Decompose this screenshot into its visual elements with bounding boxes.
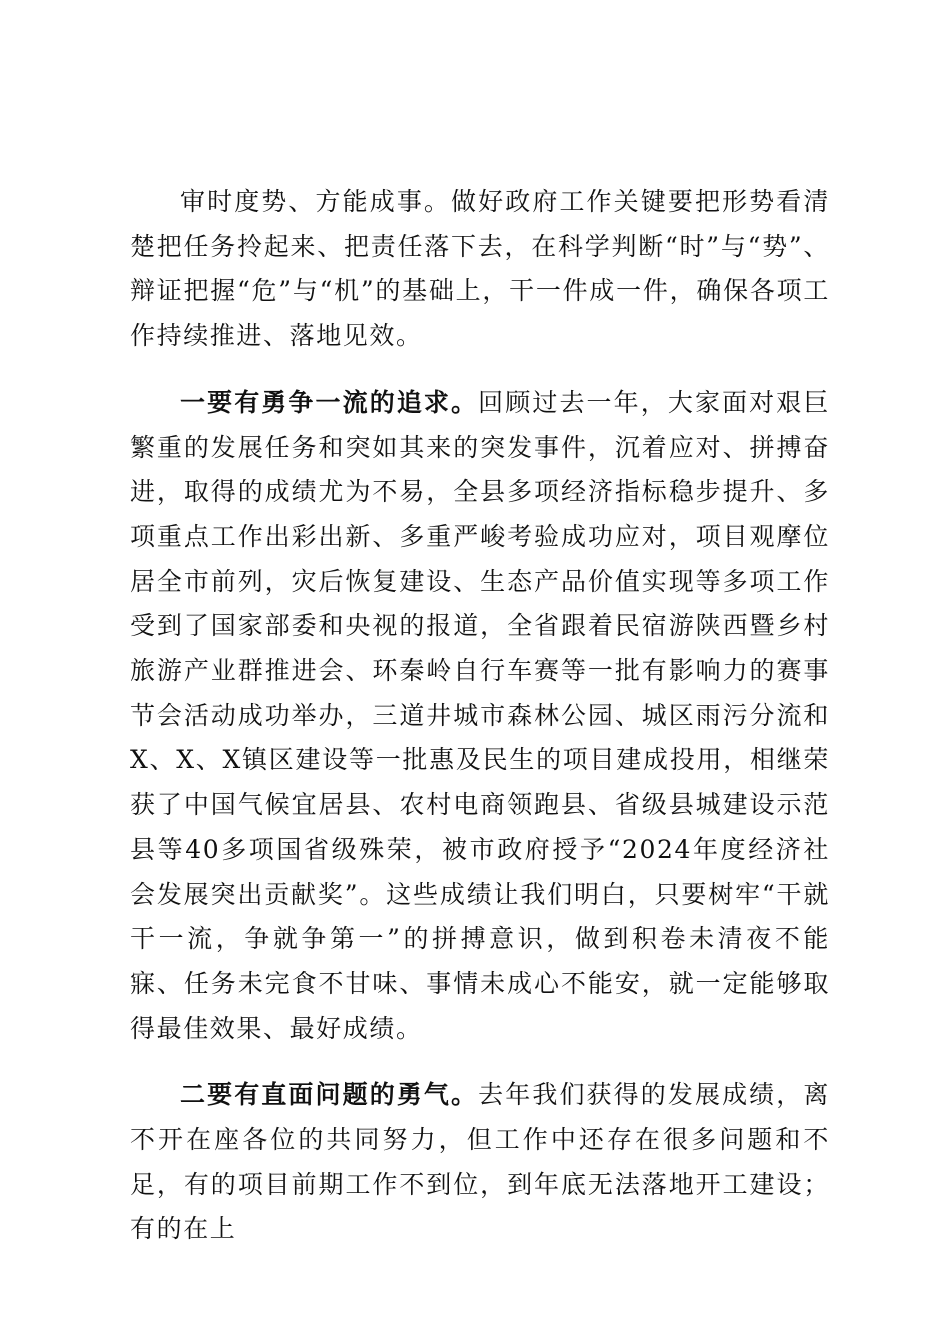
paragraph-text: 回顾过去一年，大家面对艰巨繁重的发展任务和突如其来的突发事件，沉着应对、拼搏奋进，取得的成绩尤为不易，全县多项经济指标稳步提升、多项重点工作出彩出新、多重严峻考验成功应对，项目观摩位居全市前列，灾后恢复建设、生态产品价值实现等多项工作受到了国家部委和央视的报道，全省跟着民宿游陕西暨乡村旅游产业群推进会、环秦岭自行车赛等一批有影响力的赛事节会活动成功举办，三道井城市森林公园、城区雨污分流和X、X、X镇区建设等一批惠及民生的项目建成投用，相继荣获了中国气候宜居县、农村电商领跑县、省级县城建设示范县等40多项国省级殊荣，被市政府授予“2024年度经济社会发展突出贡献奖”。这些成绩让我们明白，只要树牢“干就干一流，争就争第一”的拼搏意识，做到积卷未清夜不能寐、任务未完食不甘味、事情未成心不能安，就一定能够取得最佳效果、最好成绩。 [130,387,830,1043]
paragraph-courage [130,1073,830,1252]
paragraph-text: 去年我们获得的发展成绩，离不开在座各位的共同努力，但工作中还存在很多问题和不足，有的项目前期工作不到位，到年底无法落地开工建设；有的在上 [130,1080,830,1244]
paragraph-pursuit [130,381,830,1052]
paragraph-lead: 二要有直面问题的勇气。 [180,1080,479,1110]
paragraph-text: 审时度势、方能成事。做好政府工作关键要把形势看清楚把任务拎起来、把责任落下去，在科学判断“时”与“势”、辩证把握“危”与“机”的基础上，干一件成一件，确保各项工作持续推进、落地见效。 [130,187,830,351]
paragraph-lead: 一要有勇争一流的追求。 [180,387,479,417]
document-body [130,180,830,1252]
paragraph-intro [130,180,830,359]
